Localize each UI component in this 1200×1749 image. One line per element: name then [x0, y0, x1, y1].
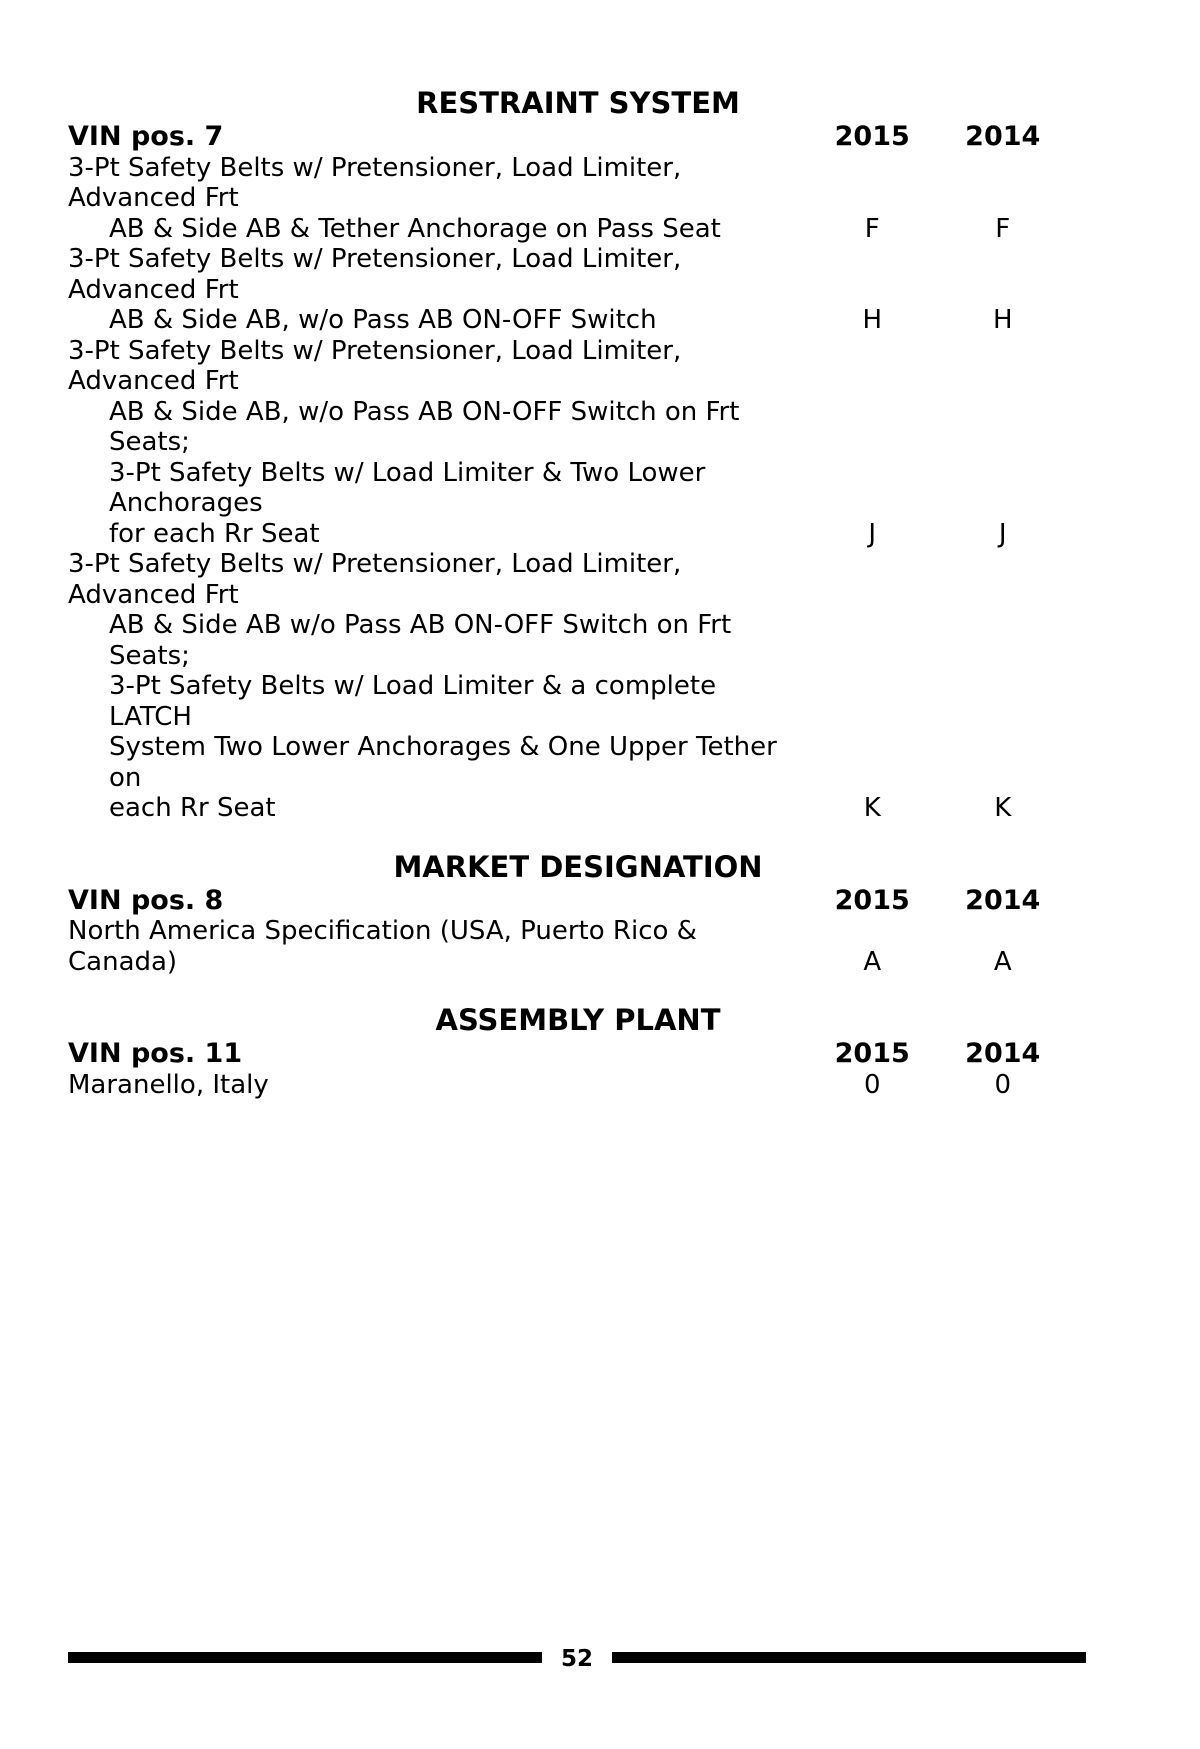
row-description: [68, 244, 807, 336]
table-row: [68, 336, 1068, 550]
vin-code-cell: H: [862, 305, 882, 335]
table-row: [68, 244, 1068, 336]
table-row: [68, 1070, 1068, 1101]
description-line: AB & Side AB, w/o Pass AB ON-OFF Switch: [109, 305, 657, 335]
row-description: [68, 549, 807, 824]
description-line: 3-Pt Safety Belts w/ Pretensioner, Load Limiter, Advanced Frt: [68, 549, 682, 610]
footer-rule-right: [612, 1652, 1086, 1663]
page-number: 52: [560, 1646, 593, 1672]
description-line: for each Rr Seat: [109, 518, 320, 549]
description-line: North America Specification (USA, Puerto Rico & Canada): [68, 916, 697, 977]
vin-position-label: VIN pos. 8: [68, 884, 224, 916]
year-column-header: 2015: [834, 1038, 910, 1069]
description-line: 3-Pt Safety Belts w/ Load Limiter & Two Lower Anchorages: [109, 457, 706, 518]
table-row: [68, 549, 1068, 824]
vin-code-cell: F: [864, 213, 880, 244]
vin-code-cell: H: [992, 305, 1013, 335]
vin-position-header: [68, 886, 1068, 917]
row-description: [68, 153, 807, 245]
vin-position-header: [68, 1039, 1068, 1070]
vin-code-cell: J: [998, 518, 1007, 549]
vin-decoder-content: [68, 84, 1068, 1124]
vin-code-cell: F: [995, 213, 1011, 244]
vin-position-label: VIN pos. 11: [68, 1038, 243, 1069]
section-title: MARKET DESIGNATION: [393, 849, 763, 884]
section-title: RESTRAINT SYSTEM: [416, 86, 740, 120]
vin-code-cell: K: [994, 793, 1012, 823]
page-footer: [68, 1640, 1086, 1680]
row-description: [68, 336, 807, 550]
table-row: [68, 916, 1068, 977]
year-column-header: 2015: [834, 884, 910, 916]
vin-code-cell: 0: [863, 1069, 881, 1100]
section-assembly-plant: [68, 1001, 1068, 1100]
vin-code-cell: 0: [994, 1069, 1012, 1100]
description-line: Maranello, Italy: [68, 1069, 269, 1100]
vin-code-cell: J: [868, 518, 877, 549]
section-restraint-system: [68, 84, 1068, 824]
description-line: AB & Side AB w/o Pass AB ON-OFF Switch on Frt Seats;: [109, 610, 732, 671]
section-title: ASSEMBLY PLANT: [435, 1003, 721, 1037]
vin-code-cell: K: [863, 793, 881, 823]
description-line: 3-Pt Safety Belts w/ Load Limiter & a complete LATCH: [109, 671, 717, 732]
description-line: 3-Pt Safety Belts w/ Pretensioner, Load Limiter, Advanced Frt: [68, 152, 682, 213]
vin-position-header: [68, 122, 1068, 153]
year-column-header: 2014: [965, 121, 1041, 152]
row-description: [68, 916, 807, 977]
section-market-designation: [68, 848, 1068, 978]
description-line: 3-Pt Safety Belts w/ Pretensioner, Load Limiter, Advanced Frt: [68, 335, 682, 396]
vin-code-cell: A: [993, 946, 1012, 977]
row-description: [68, 1070, 807, 1101]
table-row: [68, 153, 1068, 245]
year-column-header: 2015: [834, 121, 910, 152]
year-column-header: 2014: [965, 1038, 1041, 1069]
year-column-header: 2014: [965, 884, 1041, 916]
description-line: each Rr Seat: [109, 793, 276, 823]
description-line: 3-Pt Safety Belts w/ Pretensioner, Load Limiter, Advanced Frt: [68, 244, 682, 305]
description-line: AB & Side AB, w/o Pass AB ON-OFF Switch on Frt Seats;: [109, 396, 740, 457]
vin-position-label: VIN pos. 7: [68, 121, 224, 152]
vin-code-cell: A: [863, 946, 882, 977]
description-line: AB & Side AB & Tether Anchorage on Pass Seat: [109, 213, 721, 244]
description-line: System Two Lower Anchorages & One Upper Tether on: [109, 732, 777, 793]
footer-rule-left: [68, 1652, 542, 1663]
